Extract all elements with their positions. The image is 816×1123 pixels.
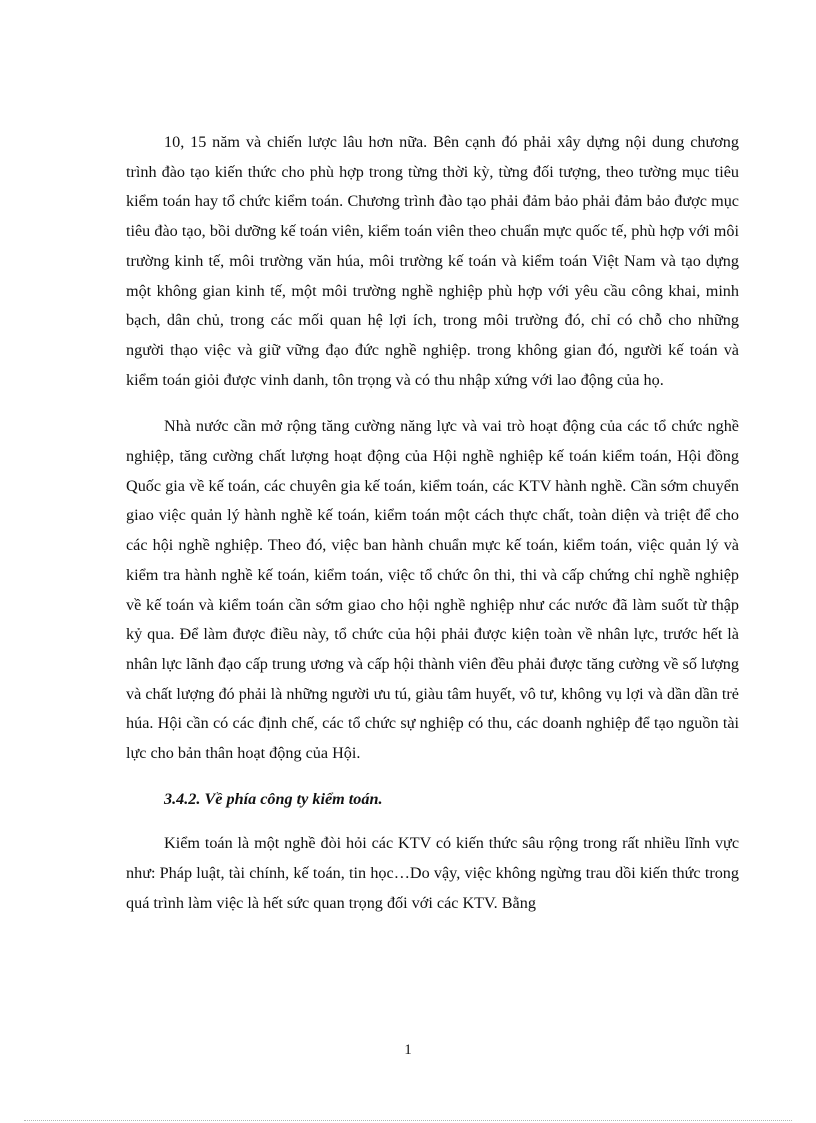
page-number: 1 (404, 1042, 412, 1058)
paragraph-audit-profession: Kiểm toán là một nghề đòi hỏi các KTV có kiến thức sâu rộng trong rất nhiều lĩnh vực như: Pháp luật, tài chính, kế toán, tin học…Do vậy, việc không ngừng trau dồi kiến thức trong quá trình làm việc là hết sức quan trọng đối với các KTV. Bằng (126, 834, 739, 912)
section-heading: 3.4.2. Về phía công ty kiểm toán. (164, 789, 383, 808)
paragraph-training-program: 10, 15 năm và chiến lược lâu hơn nữa. Bên cạnh đó phải xây dựng nội dung chương trình đào tạo kiến thức cho phù hợp trong từng thời kỳ, từng đối tượng, theo tường mục tiêu kiểm toán hay tổ chức kiểm toán. Chương trình đào tạo phải đảm bảo phải đảm bảo được mục tiêu đào tạo, bồi dưỡng kế toán viên, kiểm toán viên theo chuẩn mực quốc tế, phù hợp với môi trường kinh tế, môi trường văn húa, môi trường kế toán và kiểm toán Việt Nam và tạo dựng một không gian kinh tế, một môi trường nghề nghiệp phù hợp với yêu cầu công khai, minh bạch, dân chủ, trong các mối quan hệ lợi ích, trong môi trường đó, chỉ có chỗ cho những người thạo việc và giữ vững đạo đức nghề nghiệp. trong không gian đó, người kế toán và kiểm toán giỏi được vinh danh, tôn trọng và có thu nhập xứng với lao động của họ. (126, 133, 739, 389)
page-bottom-divider (24, 1120, 792, 1121)
paragraph-state-role: Nhà nước cần mở rộng tăng cường năng lực và vai trò hoạt động của các tổ chức nghề nghiệp, tăng cường chất lượng hoạt động của Hội nghề nghiệp kế toán kiểm toán, Hội đồng Quốc gia về kế toán, các chuyên gia kế toán, kiểm toán, các KTV hành nghề. Cần sớm chuyển giao việc quản lý hành nghề kế toán, kiểm toán một cách thực chất, toàn diện và triệt để cho các hội nghề nghiệp. Theo đó, việc ban hành chuẩn mực kế toán, kiểm toán, việc quản lý và kiểm tra hành nghề kế toán, kiểm toán, việc tổ chức ôn thi, thi và cấp chứng chỉ nghề nghiệp về kế toán và kiểm toán cần sớm giao cho hội nghề nghiệp như các nước đã làm suốt từ thập kỷ qua. Để làm được điều này, tổ chức của hội phải được kiện toàn về nhân lực, trước hết là nhân lực lãnh đạo cấp trung ương và cấp hội thành viên đều phải được tăng cường về số lượng và chất lượng đó phải là những người ưu tú, giàu tâm huyết, vô tư, không vụ lợi và dần dần trẻ húa. Hội cần có các định chế, các tổ chức sự nghiệp có thu, các doanh nghiệp để tạo nguồn tài lực cho bản thân hoạt động của Hội. (126, 417, 739, 763)
document-body (126, 128, 739, 919)
